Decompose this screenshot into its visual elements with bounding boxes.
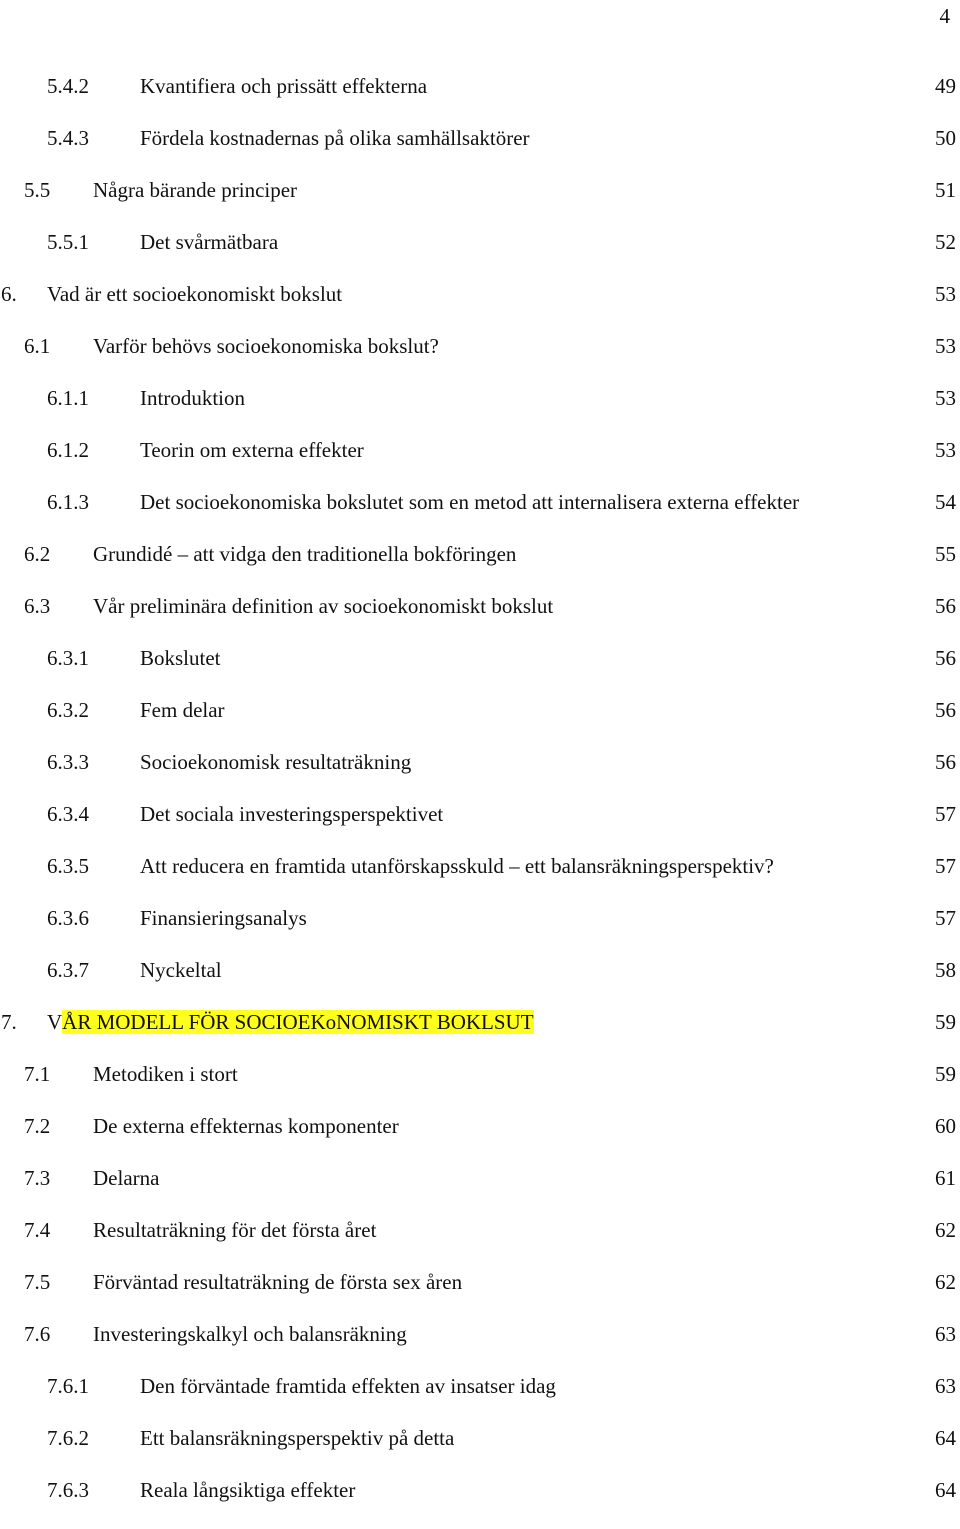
toc-entry-title: Några bärande principer bbox=[93, 178, 298, 202]
toc-entry-page: 51 bbox=[935, 178, 956, 202]
toc-entry-number: 6.2 bbox=[24, 542, 51, 566]
toc-entry-number: 6.1.1 bbox=[47, 386, 89, 410]
toc-entry-number: 6.3.1 bbox=[47, 646, 89, 670]
toc-entry-page: 63 bbox=[935, 1374, 956, 1398]
toc-entry[interactable] bbox=[0, 177, 960, 229]
toc-entry[interactable] bbox=[0, 541, 960, 593]
toc-entry-number: 7. bbox=[1, 1010, 17, 1034]
toc-entry-title: Metodiken i stort bbox=[93, 1062, 238, 1086]
toc-entry-number: 6.3 bbox=[24, 594, 51, 618]
toc-entry[interactable] bbox=[0, 697, 960, 749]
toc-entry-title: Grundidé – att vidga den traditionella bokföringen bbox=[93, 542, 517, 566]
toc-entry-page: 64 bbox=[935, 1426, 956, 1450]
toc-entry[interactable] bbox=[0, 489, 960, 541]
toc-entry-page: 64 bbox=[935, 1478, 956, 1502]
toc-entry[interactable] bbox=[0, 385, 960, 437]
table-of-contents bbox=[0, 73, 960, 1529]
toc-entry-page: 52 bbox=[935, 230, 956, 254]
toc-entry[interactable] bbox=[0, 1113, 960, 1165]
toc-entry-page: 53 bbox=[935, 438, 956, 462]
toc-entry-title: Ett balansräkningsperspektiv på detta bbox=[140, 1426, 455, 1450]
toc-entry-number: 6.1.3 bbox=[47, 490, 89, 514]
toc-entry[interactable] bbox=[0, 1217, 960, 1269]
highlighted-text: ÅR MODELL FÖR SOCIOEKoNOMISKT BOKLSUT bbox=[62, 1010, 534, 1034]
toc-entry[interactable] bbox=[0, 1425, 960, 1477]
toc-entry-number: 6.3.2 bbox=[47, 698, 89, 722]
toc-entry-number: 6.3.5 bbox=[47, 854, 89, 878]
toc-entry-title: Investeringskalkyl och balansräkning bbox=[93, 1322, 407, 1346]
toc-entry[interactable] bbox=[0, 593, 960, 645]
toc-entry[interactable] bbox=[0, 437, 960, 489]
toc-entry-page: 61 bbox=[935, 1166, 956, 1190]
toc-entry[interactable] bbox=[0, 749, 960, 801]
toc-entry-page: 56 bbox=[935, 594, 956, 618]
toc-entry-number: 6. bbox=[1, 282, 17, 306]
toc-entry-page: 58 bbox=[935, 958, 956, 982]
toc-entry-title: Vår preliminära definition av socioekonomiskt bokslut bbox=[93, 594, 554, 618]
toc-entry-number: 5.5 bbox=[24, 178, 51, 202]
toc-entry-title: Fördela kostnadernas på olika samhällsaktörer bbox=[140, 126, 530, 150]
toc-entry-title: Finansieringsanalys bbox=[140, 906, 307, 930]
toc-entry-page: 55 bbox=[935, 542, 956, 566]
toc-entry-page: 56 bbox=[935, 646, 956, 670]
toc-entry-page: 62 bbox=[935, 1270, 956, 1294]
toc-entry-number: 7.1 bbox=[24, 1062, 51, 1086]
toc-entry-title: Socioekonomisk resultaträkning bbox=[140, 750, 412, 774]
toc-entry-page: 56 bbox=[935, 750, 956, 774]
toc-entry-number: 6.3.3 bbox=[47, 750, 89, 774]
toc-entry-title: Bokslutet bbox=[140, 646, 221, 670]
toc-entry[interactable] bbox=[0, 853, 960, 905]
toc-entry[interactable] bbox=[0, 281, 960, 333]
toc-entry-number: 7.4 bbox=[24, 1218, 51, 1242]
toc-entry-page: 59 bbox=[935, 1062, 956, 1086]
toc-entry-number: 7.3 bbox=[24, 1166, 51, 1190]
toc-entry[interactable] bbox=[0, 73, 960, 125]
toc-entry-number: 7.6.2 bbox=[47, 1426, 89, 1450]
toc-entry[interactable] bbox=[0, 1373, 960, 1425]
toc-entry-page: 54 bbox=[935, 490, 956, 514]
toc-entry-title: Fem delar bbox=[140, 698, 225, 722]
toc-entry-title: Vad är ett socioekonomiskt bokslut bbox=[47, 282, 343, 306]
toc-entry-title-prefix: V bbox=[47, 1010, 63, 1034]
page-number: 4 bbox=[939, 4, 950, 28]
toc-entry-number: 6.3.6 bbox=[47, 906, 89, 930]
toc-entry[interactable] bbox=[0, 229, 960, 281]
toc-entry[interactable] bbox=[0, 125, 960, 177]
toc-entry-number: 7.5 bbox=[24, 1270, 51, 1294]
toc-entry-title: Varför behövs socioekonomiska bokslut? bbox=[93, 334, 439, 358]
toc-entry-page: 49 bbox=[935, 74, 956, 98]
toc-entry-title: Reala långsiktiga effekter bbox=[140, 1478, 356, 1502]
toc-entry[interactable] bbox=[0, 1009, 960, 1061]
toc-entry-title: Att reducera en framtida utanförskapsskuld – ett balansräkningsperspektiv? bbox=[140, 854, 774, 878]
toc-entry-number: 7.6.3 bbox=[47, 1478, 89, 1502]
toc-entry-number: 6.1 bbox=[24, 334, 51, 358]
toc-entry-number: 6.3.4 bbox=[47, 802, 89, 826]
toc-entry[interactable] bbox=[0, 1321, 960, 1373]
toc-entry[interactable] bbox=[0, 1061, 960, 1113]
toc-entry-number: 6.3.7 bbox=[47, 958, 89, 982]
toc-entry-title: Den förväntade framtida effekten av insatser idag bbox=[140, 1374, 556, 1398]
toc-entry-number: 7.2 bbox=[24, 1114, 51, 1138]
toc-entry[interactable] bbox=[0, 645, 960, 697]
toc-entry-page: 59 bbox=[935, 1010, 956, 1034]
toc-entry[interactable] bbox=[0, 801, 960, 853]
toc-entry-page: 57 bbox=[935, 854, 956, 878]
toc-entry-number: 5.5.1 bbox=[47, 230, 89, 254]
toc-entry-title: De externa effekternas komponenter bbox=[93, 1114, 399, 1138]
toc-entry-page: 57 bbox=[935, 802, 956, 826]
toc-entry-title: Det sociala investeringsperspektivet bbox=[140, 802, 444, 826]
toc-entry[interactable] bbox=[0, 1165, 960, 1217]
toc-entry-title: Introduktion bbox=[140, 386, 245, 410]
toc-entry-page: 53 bbox=[935, 334, 956, 358]
toc-entry-title bbox=[47, 1009, 534, 1035]
toc-entry-title: Det socioekonomiska bokslutet som en metod att internalisera externa effekter bbox=[140, 490, 800, 514]
toc-entry-title: Nyckeltal bbox=[140, 958, 222, 982]
toc-entry-number: 5.4.3 bbox=[47, 126, 89, 150]
toc-entry-number: 7.6 bbox=[24, 1322, 51, 1346]
toc-entry[interactable] bbox=[0, 1477, 960, 1529]
toc-entry[interactable] bbox=[0, 957, 960, 1009]
toc-entry[interactable] bbox=[0, 905, 960, 957]
toc-entry-title: Teorin om externa effekter bbox=[140, 438, 364, 462]
toc-entry-title: Delarna bbox=[93, 1166, 160, 1190]
toc-entry[interactable] bbox=[0, 1269, 960, 1321]
toc-entry-page: 53 bbox=[935, 282, 956, 306]
toc-entry-number: 6.1.2 bbox=[47, 438, 89, 462]
toc-entry-page: 56 bbox=[935, 698, 956, 722]
toc-entry-page: 63 bbox=[935, 1322, 956, 1346]
toc-entry-title: Det svårmätbara bbox=[140, 230, 279, 254]
toc-entry-number: 7.6.1 bbox=[47, 1374, 89, 1398]
toc-entry[interactable] bbox=[0, 333, 960, 385]
toc-entry-number: 5.4.2 bbox=[47, 74, 89, 98]
toc-entry-page: 57 bbox=[935, 906, 956, 930]
toc-entry-page: 60 bbox=[935, 1114, 956, 1138]
toc-entry-title: Kvantifiera och prissätt effekterna bbox=[140, 74, 428, 98]
toc-entry-page: 50 bbox=[935, 126, 956, 150]
toc-entry-page: 62 bbox=[935, 1218, 956, 1242]
toc-entry-title: Förväntad resultaträkning de första sex åren bbox=[93, 1270, 463, 1294]
toc-entry-page: 53 bbox=[935, 386, 956, 410]
toc-entry-title: Resultaträkning för det första året bbox=[93, 1218, 377, 1242]
